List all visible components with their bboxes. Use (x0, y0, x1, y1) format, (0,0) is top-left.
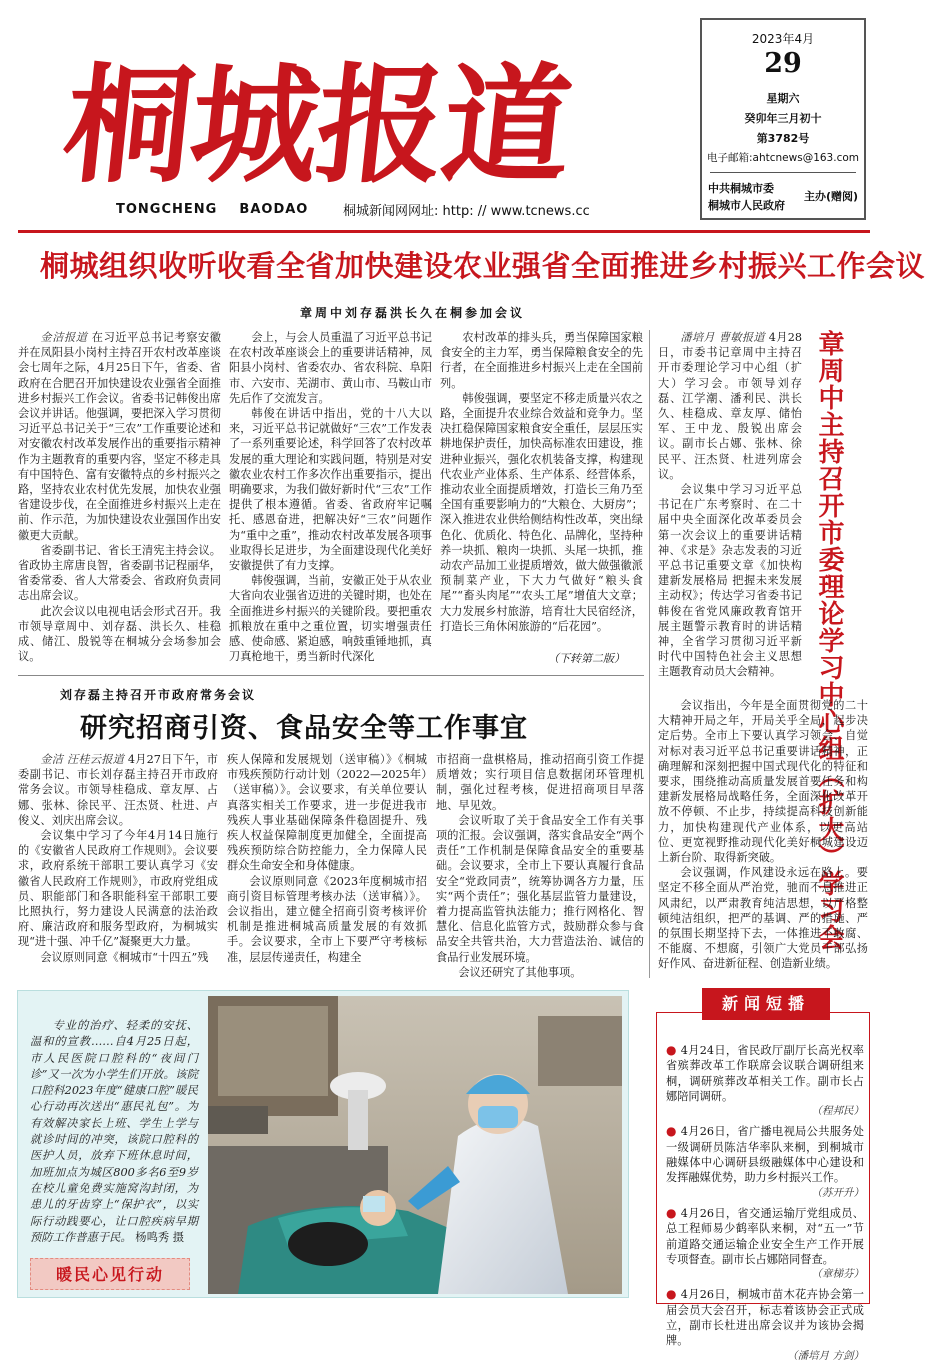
side-byline: 潘培月 曹敏报道 (680, 331, 765, 344)
second-kicker: 刘存磊主持召开市政府常务会议 (60, 688, 257, 702)
side-p1: 4月28日，市委书记章周中主持召开市委理论学习中心组（扩大）学习会。市领导刘存磊、江学潮、潘利民、洪长久、桂稳成、章友厚、储怡军、王中龙、殷锐出席会议。副市长占娜、张林、徐民平、汪杰贤、杜进列席会议。 (658, 331, 802, 481)
masthead-rule (18, 230, 870, 233)
news-brief-author: （章梯芬） (811, 1268, 864, 1281)
news-briefs-list (666, 1043, 864, 1369)
second-headline: 研究招商引资、食品安全等工作事宜 (80, 713, 528, 744)
dental-clinic-illustration (208, 996, 622, 1294)
issue-day: 29 (764, 48, 802, 79)
info-divider (710, 172, 856, 173)
sponsor-1: 中共桐城市委 (708, 182, 774, 195)
second-col1-p2: 会议集中学习了今年4月14日施行的《安徽省人民政府工作规则》。会议要求，政府系统干部职工要认真学习《安徽省人民政府工作规则》，市政府党组成员、职能部门和各职能科室干部职工要比照执行，努力建设人民满意的法治政府、廉洁政府和服务型政府，为桐城实现“进十强、冲千亿”凝聚更大力量。 (18, 829, 218, 949)
issue-lunar-date: 癸卯年三月初十 (744, 112, 822, 125)
news-brief-text: 4月26日，省交通运输厅党组成员、总工程师易少鹤率队来桐，对“五一”节前道路交通运输企业安全生产工作开展专项督查。副市长占娜陪同督查。 (666, 1206, 864, 1266)
lead-col3-p1: 农村改革的排头兵，勇当保障国家粮食安全的主力军，勇当保障粮食安全的先行者，在全面推进乡村振兴上走在全国前列。 (440, 331, 643, 390)
lead-col2-p2: 韩俊在讲话中指出，党的十八大以来，习近平总书记就做好“三农”工作发表了一系列重要论述，科学回答了农村改革发展的重大理论和实践问题，特别是对安徽农业农村工作多次作出重要指示，提出明确要求，为我们做好新时代“三农”工作提供了根本遵循。省委、省政府牢记嘱托、感恩奋进，把解决好“三农”问题作为“重中之重”，推动农村改革发展各项事业取得长足进步，为全面建设现代化美好安徽提供了有力支撑。 (229, 407, 432, 573)
sponsor-names (708, 180, 785, 214)
second-col3-p3: 会议还研究了其他事项。 (458, 965, 582, 979)
news-brief-item[interactable] (666, 1287, 864, 1363)
column-divider (649, 330, 650, 978)
lead-column-2 (229, 330, 432, 666)
second-col2-p2: 会议原则同意《2023年度桐城市招商引资目标管理考核办法（送审稿）》。会议指出，建立健全招商引资考核评价机制是推进桐城高质量发展的有效抓手。会议要求，全市上下要严守考核标准，层层传递责任，构建全 (227, 874, 427, 964)
masthead-logo-text: 桐城报道 (57, 50, 577, 201)
news-brief-author: （潘培月 方剑） (787, 1349, 864, 1362)
side-column-bottom (658, 698, 868, 970)
bullet-icon: ● (666, 1205, 677, 1220)
lead-headline: 桐城组织收听收看全省加快建设农业强省全面推进乡村振兴工作会议 (40, 249, 925, 283)
news-brief-text: 4月26日，省广播电视局公共服务处一级调研员陈洁华率队来桐，到桐城市融媒体中心调研县级融媒体中心建设和发挥融媒优势，助力乡村振兴工作。 (666, 1125, 864, 1185)
issue-email[interactable]: 电子邮箱:ahtcnews@163.com (707, 152, 859, 164)
lead-col1-p3: 此次会议以电视电话会形式召开。我市领导章周中、刘存磊、洪长久、桂稳成、储江、殷锐等在桐城分会场参加会议。 (18, 604, 221, 664)
lead-subheadline: 章周中刘存磊洪长久在桐参加会议 (300, 306, 526, 320)
photo-caption (30, 1018, 198, 1246)
bullet-icon: ● (666, 1124, 677, 1139)
issue-weekday: 星期六 (766, 92, 800, 105)
lead-col3-p2: 韩俊强调，要坚定不移走质量兴农之路，全面提升农业综合效益和竞争力。坚决扛稳保障国家粮食安全重任，层层压实耕地保护责任，加快高标准农田建设，推进种业振兴，强化农机装备支撑，构建现代农业产业体系、生产体系、经营体系，推动农业全面提质增效，打造长三角乃至全国有重要影响力的“大粮仓、大厨房”；深入推进农业供给侧结构性改革，突出绿色化、优质化、特色化、品牌化，坚持种养一块抓、粮肉一块抓、头尾一块抓，推动农产品加工业提质增效，做大做强徽派预制菜产业，下大力气做好“粮头食尾”“畜头肉尾”“农头工尾”增值大文章；大力发展乡村旅游，培育壮大民宿经济，打造长三角休闲旅游的“后花园”。 (440, 391, 643, 633)
side-p2: 会议集中学习习近平总书记在广东考察时、在二十届中央全面深化改革委员会第一次会议上的重要讲话精神、《求是》杂志发表的习近平总书记重要文章《加快构建新发展格局 把握未来发展主动权》；传达学习省委书记韩俊在省党风廉政教育馆开展主题警示教育时的讲话精神，全省学习贯彻习近平新时代中国特色社会主义思想主题教育动员大会精神。 (658, 483, 802, 679)
second-col2-text: 疾人保障和发展规划（送审稿）》《桐城市残疾预防行动计划（2022—2025年）（送审稿）》。会议要求，有关单位要认真落实相关工作要求，进一步促进我市残疾人事业基础保障条件稳固提升、残疾人权益保障制度更加健全，全面提高残疾预防综合防控能力，全力保障人民群众生命安全和身体健康。 (227, 753, 427, 873)
lead-col2-p1: 会上，与会人员重温了习近平总书记在农村改革座谈会上的重要讲话精神，凤阳县小岗村、省委农办、省农科院、阜阳市、六安市、芜湖市、黄山市、马鞍山市先后作了交流发言。 (229, 331, 432, 405)
news-briefs-title: 新闻短播 (702, 988, 830, 1020)
issue-number: 第3782号 (756, 132, 810, 145)
second-col3-text: 市招商一盘棋格局，推动招商引资工作提质增效；实行项目信息数据闭环管理机制，强化过程考核，促进招商项目早落地、早见效。 (436, 753, 644, 812)
news-brief-item[interactable] (666, 1124, 864, 1200)
side-p3: 会议指出，今年是全面贯彻党的二十大精神开局之年，开局关乎全局，起步决定后势。全市上下要认真学习领会、自觉对标对表习近平总书记重要讲话精神，正确理解和深刻把握中国式现代化的特征和要求，围绕推动高质量发展首要任务和构建新发展格局战略任务，全面深化改革开放不停顿、不止步，持续提高科技创新能力，加快构建现代产业体系，以更高站位、更宽视野推动现代化美好桐城建设迈上新台阶、取得新突破。 (658, 699, 868, 865)
sponsor-2: 桐城市人民政府 (708, 199, 785, 212)
news-brief-item[interactable] (666, 1043, 864, 1119)
photo-credit: 杨鸣秀 摄 (135, 1230, 185, 1244)
lead-column-1 (18, 330, 221, 666)
news-brief-author: （苏开升） (811, 1186, 864, 1199)
dental-clinic-photo[interactable] (208, 996, 622, 1294)
news-brief-item[interactable] (666, 1206, 864, 1282)
second-byline: 金洁 汪桂云报道 (40, 753, 125, 766)
masthead-logo (57, 22, 587, 201)
news-brief-author: （程邦民） (811, 1105, 864, 1118)
second-column-2 (227, 752, 427, 980)
second-col3-p2: 会议听取了关于食品安全工作有关事项的汇报。会议强调，落实食品安全“两个责任”工作机制是保障食品安全的重要基础。会议要求，全市上下要认真履行食品安全“党政同责”，统筹协调各方力量，压实“两个责任”；强化基层监管力量建设，着力提高监管执法能力；推行网格化、智慧化、信息化监管方式，鼓励群众参与食品安全共管共治，大力营造法治、诚信的食品行业发展环境。 (436, 813, 644, 964)
lead-col2-p3: 韩俊强调，当前，安徽正处于从农业大省向农业强省迈进的关键时期，也处在全面推进乡村振兴的关键阶段。要把重农抓粮放在重中之重位置，切实增强责任感、使命感、紧迫感，响鼓重锤地抓，真刀真枪地干，勇当新时代深化 (229, 574, 432, 664)
bullet-icon: ● (666, 1287, 677, 1302)
lead-column-3 (440, 330, 643, 650)
issue-info-box (700, 18, 866, 220)
lead-col1-text: 在习近平总书记考察安徽并在凤阳县小岗村主持召开农村改革座谈会七周年之际，4月25日下午，省委、省政府在合肥召开加快建设农业强省全面推进乡村振兴工作会议。省委书记韩俊出席会议并讲话。他强调，要把深入学习贯彻习近平总书记关于“三农”工作重要论述和对安徽农村改革发展作出的重要指示精神作为主题教育的重要内容，坚定不移走具有中国特色、富有安徽特点的乡村振兴之路，坚持农业农村优先发展，加快农业强省建设步伐，在全面推进乡村振兴上走在前、作示范，为加快建设农业强国作出安徽更大贡献。 (18, 331, 221, 542)
bullet-icon: ● (666, 1043, 677, 1057)
lead-continued-note[interactable]: （下转第二版） (548, 652, 625, 665)
lead-col1-p2: 省委副书记、省长王清宪主持会议。省政协主席唐良智，省委副书记程丽华，省委常委、省人大常委会、省政府负责同志出席会议。 (18, 543, 221, 603)
side-vertical-headline: 章周中主持召开市委理论学习中心组（扩大）学习会 (814, 330, 844, 951)
sponsor-role: 主办(赠阅) (804, 190, 859, 203)
news-brief-text: 4月24日，省民政厅副厅长高光权率省殡葬改革工作联席会议联合调研组来桐，调研殡葬改革相关工作。副市长占娜陪同调研。 (666, 1044, 864, 1103)
side-p4: 会议强调，作风建设永远在路上。要坚定不移全面从严治党，驰而不息推进正风肃纪，以严肃教育纯洁思想，以严格整顿纯洁组织，把严的基调、严的措施、严的氛围长期坚持下去，一体推进不敢腐、不能腐、不想腐，引领广大党员干部弘扬好作风、奋进新征程、创造新业绩。 (658, 866, 868, 971)
photo-caption-text: 专业的治疗、轻柔的安抚、温和的宣教……自4月25日起，市人民医院口腔科的“夜间门诊”又一次为小学生们开放。该院口腔科2023年度“健康口腔”暖民心行动再次送出“惠民礼包”。为有效解决家长上班、学生上学与就诊时间的冲突，该院口腔科的医护人员，放弃下班休息时间，加班加点为城区800多名6至9岁在校儿童免费实施窝沟封闭，为患儿的牙齿穿上“保护衣”，以实际行动践要心，让口腔疾病早期预防工作普惠于民。 (30, 1019, 198, 1244)
website-url[interactable]: 桐城新闻网网址: http: // www.tcnews.cc (343, 204, 590, 219)
second-col1-text: 4月27日下午，市委副书记、市长刘存磊主持召开市政府常务会议。市领导桂稳成、章友厚、占娜、张林、徐民平、汪杰贤、杜进、卢俊义、刘庆出席会议。 (18, 753, 218, 827)
issue-year-month: 2023年4月 (751, 32, 815, 46)
side-column-top (658, 330, 802, 698)
second-column-1 (18, 752, 218, 980)
lead-section-divider (18, 675, 644, 676)
second-col1-p3: 会议原则同意《桐城市“十四五”残 (40, 950, 209, 964)
news-brief-text: 4月26日，桐城市苗木花卉协会第一届会员大会召开，标志着该协会正式成立，副市长杜进出席会议并为该协会揭牌。 (666, 1288, 864, 1348)
warm-heart-action-tag: 暖民心见行动 (30, 1258, 190, 1290)
lead-byline: 金洁报道 (40, 331, 88, 344)
second-column-3 (436, 752, 644, 980)
masthead-pinyin: TONGCHENG BAODAO (116, 202, 309, 217)
